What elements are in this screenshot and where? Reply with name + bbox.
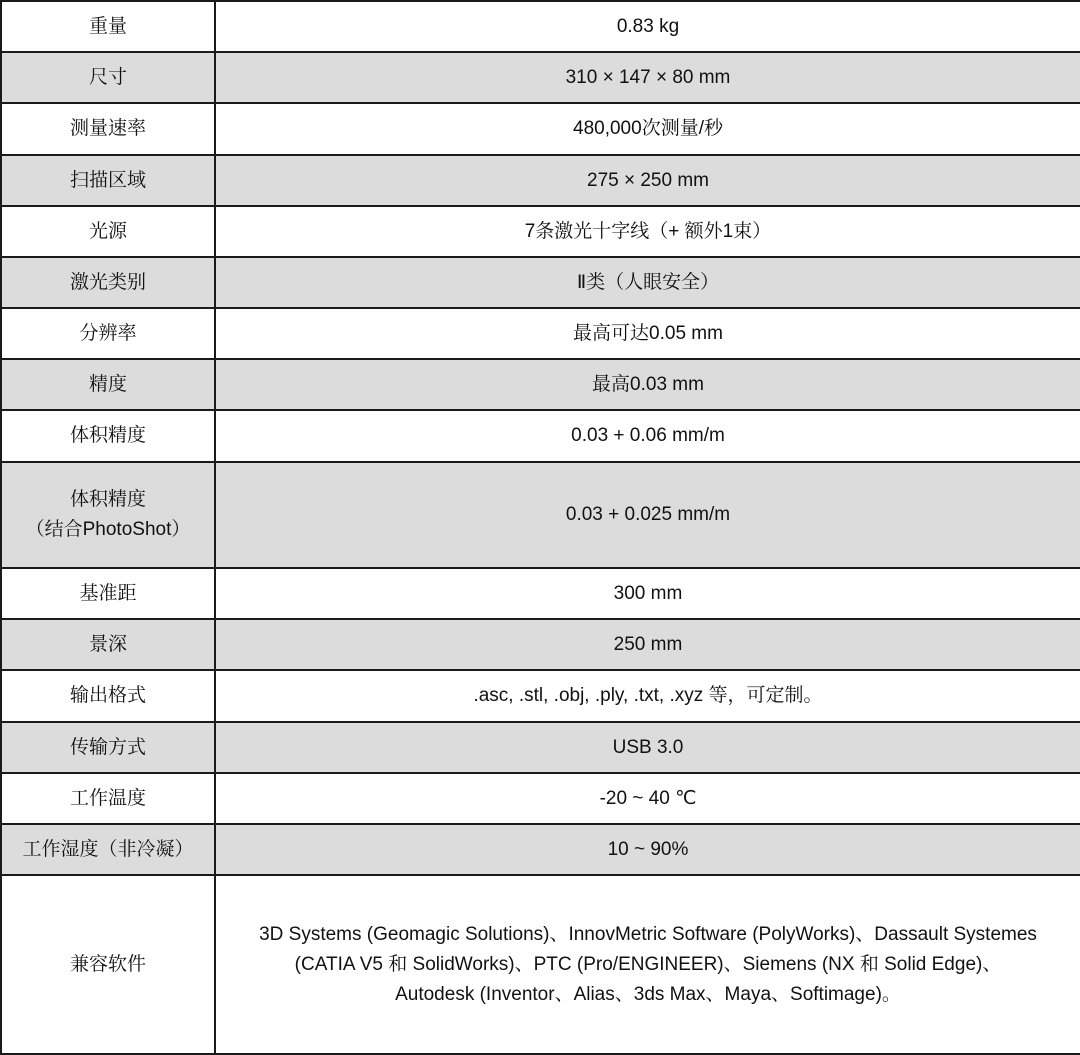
table-row xyxy=(1,257,1080,308)
row-label: 景深 xyxy=(1,619,215,670)
row-value: 0.83 kg xyxy=(215,1,1080,52)
row-value-line: 3D Systems (Geomagic Solutions)、InnovMetric Software (PolyWorks)、Dassault Systemes xyxy=(259,923,1037,945)
row-value: 最高可达0.05 mm xyxy=(215,308,1080,359)
row-label: 工作湿度（非冷凝） xyxy=(1,824,215,875)
table-row xyxy=(1,359,1080,410)
row-value: 0.03 + 0.025 mm/m xyxy=(215,462,1080,568)
row-value xyxy=(215,875,1080,1054)
table-row xyxy=(1,1,1080,52)
row-label: 精度 xyxy=(1,359,215,410)
row-value: 10 ~ 90% xyxy=(215,824,1080,875)
row-label-line: （结合PhotoShot） xyxy=(25,519,191,540)
table-row xyxy=(1,52,1080,103)
row-label-line: 体积精度 xyxy=(69,489,146,510)
row-label: 激光类别 xyxy=(1,257,215,308)
table-row xyxy=(1,568,1080,619)
table-row xyxy=(1,103,1080,155)
row-value: 310 × 147 × 80 mm xyxy=(215,52,1080,103)
table-row xyxy=(1,410,1080,462)
row-label: 兼容软件 xyxy=(1,875,215,1054)
row-label: 分辨率 xyxy=(1,308,215,359)
table-row xyxy=(1,206,1080,257)
row-value: 480,000次测量/秒 xyxy=(215,103,1080,155)
table-row xyxy=(1,722,1080,773)
row-label: 尺寸 xyxy=(1,52,215,103)
table-row xyxy=(1,308,1080,359)
row-value: .asc, .stl, .obj, .ply, .txt, .xyz 等，可定制。 xyxy=(215,670,1080,722)
row-value: Ⅱ类（人眼安全） xyxy=(215,257,1080,308)
row-label: 扫描区域 xyxy=(1,155,215,206)
row-value: 275 × 250 mm xyxy=(215,155,1080,206)
row-label: 测量速率 xyxy=(1,103,215,155)
table-row xyxy=(1,824,1080,875)
row-value: 0.03 + 0.06 mm/m xyxy=(215,410,1080,462)
row-label: 光源 xyxy=(1,206,215,257)
row-label xyxy=(1,462,215,568)
row-value: 300 mm xyxy=(215,568,1080,619)
table-row xyxy=(1,619,1080,670)
table-row xyxy=(1,773,1080,824)
table-row xyxy=(1,670,1080,722)
row-value: 最高0.03 mm xyxy=(215,359,1080,410)
row-label: 重量 xyxy=(1,1,215,52)
row-value: 7条激光十字线（+ 额外1束） xyxy=(215,206,1080,257)
row-label: 输出格式 xyxy=(1,670,215,722)
table-row xyxy=(1,875,1080,1054)
row-value: -20 ~ 40 ℃ xyxy=(215,773,1080,824)
row-value: 250 mm xyxy=(215,619,1080,670)
row-value: USB 3.0 xyxy=(215,722,1080,773)
row-label: 传输方式 xyxy=(1,722,215,773)
row-label: 基准距 xyxy=(1,568,215,619)
row-value-line: Autodesk (Inventor、Alias、3ds Max、Maya、Softimage)。 xyxy=(395,983,901,1005)
table-row xyxy=(1,462,1080,568)
row-label: 体积精度 xyxy=(1,410,215,462)
row-label: 工作温度 xyxy=(1,773,215,824)
table-row xyxy=(1,155,1080,206)
row-value-line: (CATIA V5 和 SolidWorks)、PTC (Pro/ENGINEER)、Siemens (NX 和 Solid Edge)、 xyxy=(294,953,1002,975)
